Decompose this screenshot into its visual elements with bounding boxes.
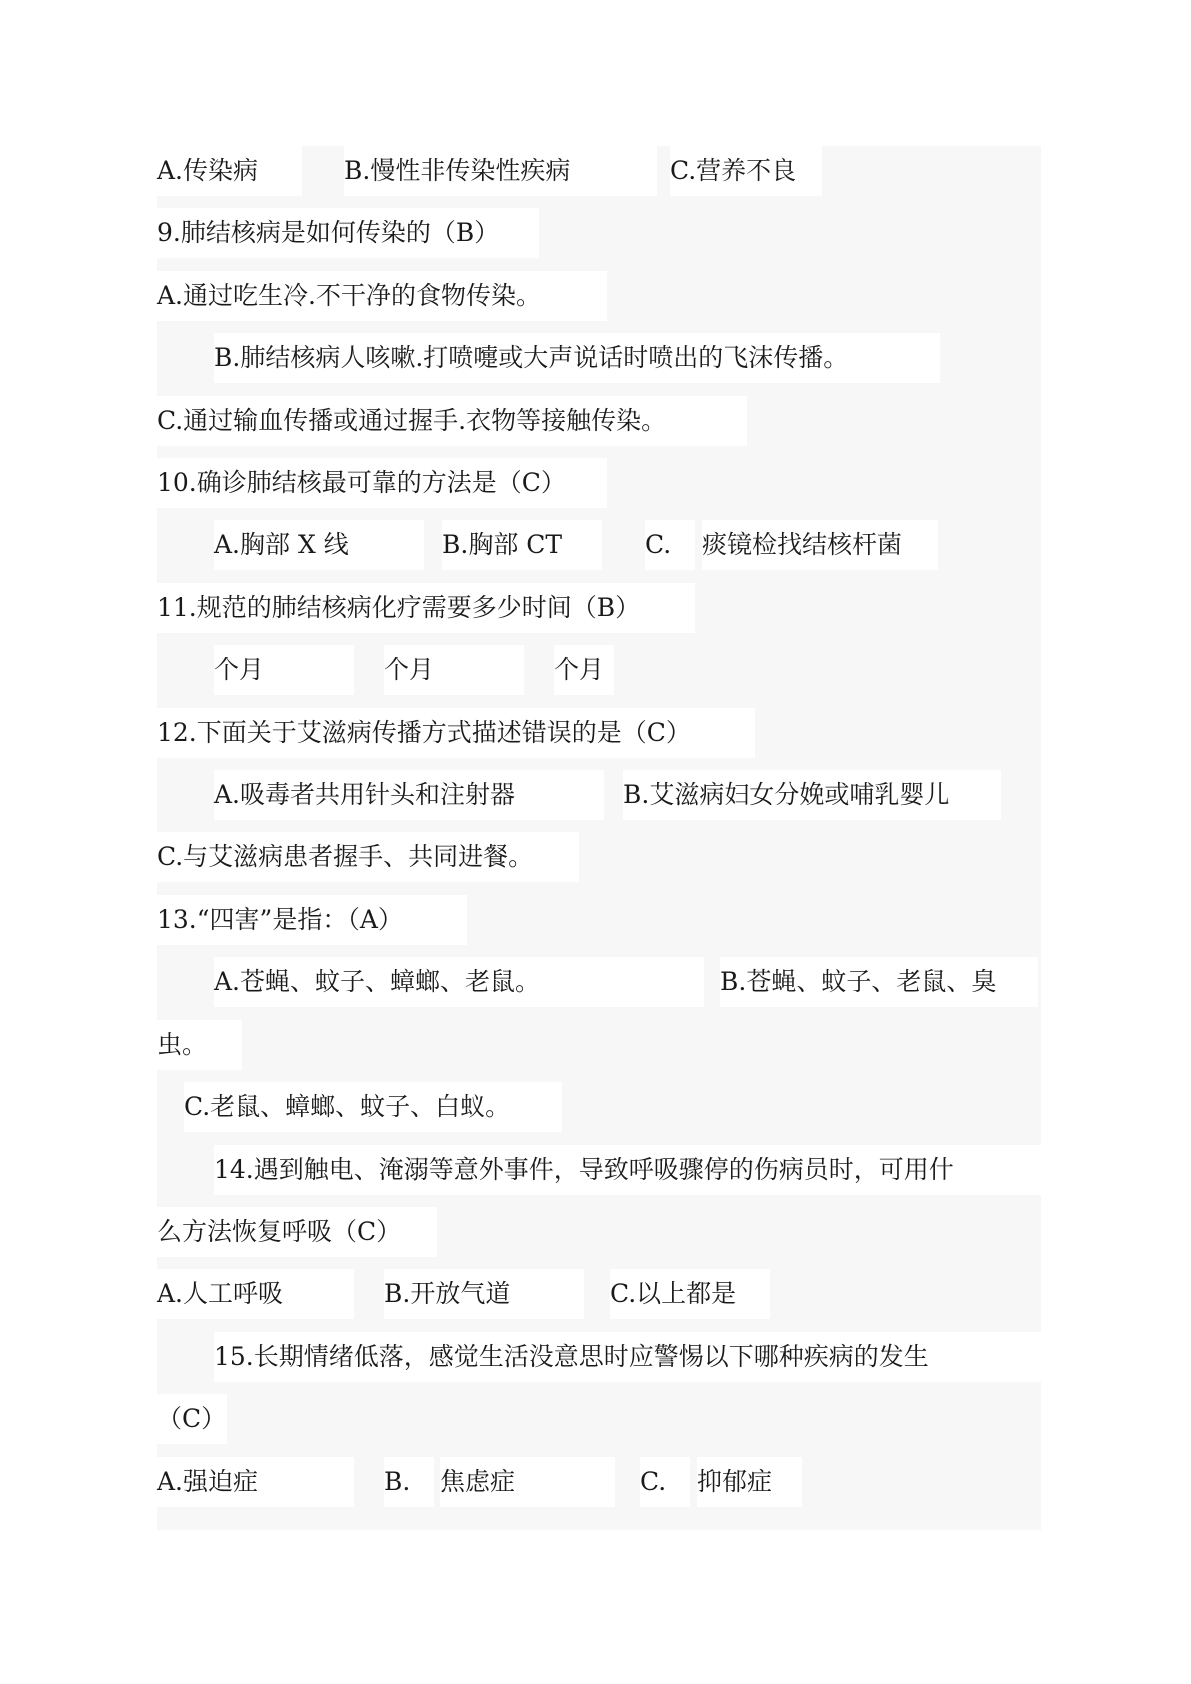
option-a: 个月 [214, 645, 354, 695]
option-c: C.老鼠、蟑螂、蚊子、白蚁。 [184, 1082, 562, 1132]
option-c: C.通过输血传播或通过握手.衣物等接触传染。 [157, 396, 747, 446]
option-a: A.吸毒者共用针头和注射器 [214, 770, 604, 820]
option-c: 抑郁症 [697, 1457, 802, 1507]
option-b: 个月 [384, 645, 524, 695]
option-c-label: C. [640, 1457, 690, 1507]
question-text: 15.长期情绪低落，感觉生活没意思时应警惕以下哪种疾病的发生 [214, 1332, 1042, 1382]
option-a: A.人工呼吸 [157, 1269, 354, 1319]
option-b: B.胸部 CT [442, 520, 602, 570]
option-b: 焦虑症 [440, 1457, 615, 1507]
option-b: B.艾滋病妇女分娩或哺乳婴儿 [623, 770, 1001, 820]
option-a: A.强迫症 [157, 1457, 354, 1507]
question-text: 13.“四害”是指：（A） [157, 895, 467, 945]
option-c-label: C. [645, 520, 695, 570]
option-b: B.苍蝇、蚊子、老鼠、臭 [720, 957, 1038, 1007]
option-b: B.开放气道 [384, 1269, 584, 1319]
option-b-label: B. [384, 1457, 434, 1507]
option-c: C.以上都是 [610, 1269, 770, 1319]
option-a: A.胸部 X 线 [214, 520, 424, 570]
question-text: 11.规范的肺结核病化疗需要多少时间（B） [157, 583, 695, 633]
option-c: 痰镜检找结核杆菌 [702, 520, 938, 570]
option-c: 个月 [554, 645, 614, 695]
option-b: B.慢性非传染性疾病 [344, 146, 657, 196]
question-text: 12.下面关于艾滋病传播方式描述错误的是（C） [157, 708, 755, 758]
question-text: 10.确诊肺结核最可靠的方法是（C） [157, 458, 607, 508]
option-b: B.肺结核病人咳嗽.打喷嚏或大声说话时喷出的飞沫传播。 [214, 333, 940, 383]
question-text: 14.遇到触电、淹溺等意外事件，导致呼吸骤停的伤病员时，可用什 [214, 1145, 1042, 1195]
option-a: A.通过吃生冷.不干净的食物传染。 [157, 271, 607, 321]
question-text-continued: （C） [157, 1394, 227, 1444]
option-b-continued: 虫。 [157, 1020, 242, 1070]
option-c: C.营养不良 [670, 146, 822, 196]
document-text-area [157, 146, 1041, 1530]
option-a: A.传染病 [157, 146, 302, 196]
question-text-continued: 么方法恢复呼吸（C） [157, 1207, 437, 1257]
question-text: 9.肺结核病是如何传染的（B） [157, 208, 539, 258]
option-c: C.与艾滋病患者握手、共同进餐。 [157, 832, 579, 882]
option-a: A.苍蝇、蚊子、蟑螂、老鼠。 [214, 957, 704, 1007]
